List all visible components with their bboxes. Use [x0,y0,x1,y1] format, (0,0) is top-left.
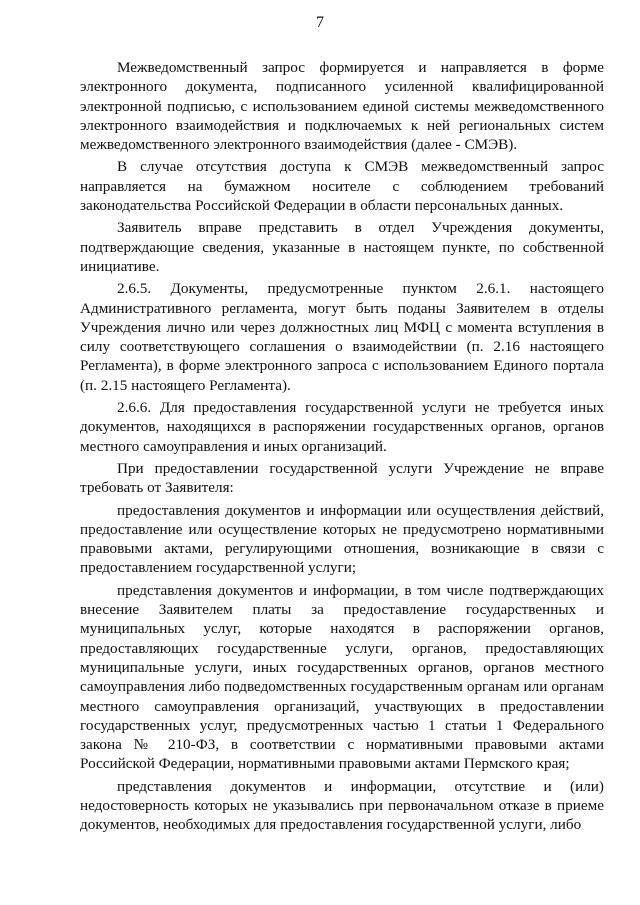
paragraph-list-item-3: представления документов и информации, отсутствие и (или) недостоверность которых не указывались при первоначальном отказе в приеме документов, необходимых для предоставления государственной услуги, либо [80,777,604,834]
paragraph-smev-request: Межведомственный запрос формируется и направляется в форме электронного документа, подписанного усиленной квалифицированной электронной подписью, с использованием единой системы межведомственного электронного взаимодействия и подключаемых к ней региональных систем межведомственного электронного взаимодействия (далее - СМЭВ). [80,59,604,154]
paragraph-2-6-5: 2.6.5. Документы, предусмотренные пунктом 2.6.1. настоящего Административного регламента, могут быть поданы Заявителем в отделы Учреждения лично или через должностных лиц МФЦ с момента вступления в силу соответствующего соглашения о взаимодействии (п. 2.16 настоящего Регламента), в форме электронного запроса с использованием Единого портала (п. 2.15 настоящего Регламента). [80,280,604,394]
paragraph-list-item-2: представления документов и информации, в том числе подтверждающих внесение Заявителем платы за предоставление государственных и муниципальных услуг, которые находятся в распоряжении органов, предоставляющих государственные услуги, органов, предоставляющих муниципальные услуги, иных государственных органов, органов местного самоуправления либо подведомственных государственным органам или органам местного самоуправления организаций, участвующих в предоставлении государственных услуг, предусмотренных частью 1 статьи 1 Федерального закона № 210-ФЗ, в соответствии с нормативными правовыми актами Российской Федерации, нормативными правовыми актами Пермского края; [80,581,604,773]
document-body [80,58,604,838]
paragraph-applicant-right: Заявитель вправе представить в отдел Учреждения документы, подтверждающие сведения, указанные в настоящем пункте, по собственной инициативе. [80,219,604,275]
paragraph-paper-request: В случае отсутствия доступа к СМЭВ межведомственный запрос направляется на бумажном носителе с соблюдением требований законодательства Российской Федерации в области персональных данных. [80,158,604,215]
page-number: 7 [316,14,324,31]
paragraph-list-item-1: предоставления документов и информации или осуществления действий, предоставление или осуществление которых не предусмотрено нормативными правовыми актами, регулирующими отношения, возникающие в связи с предоставлением государственной услуги; [80,501,604,577]
paragraph-2-6-6: 2.6.6. Для предоставления государственной услуги не требуется иных документов, находящихся в распоряжении государственных органов, органов местного самоуправления и иных организаций. [80,399,604,455]
paragraph-not-entitled: При предоставлении государственной услуги Учреждение не вправе требовать от Заявителя: [80,459,604,497]
